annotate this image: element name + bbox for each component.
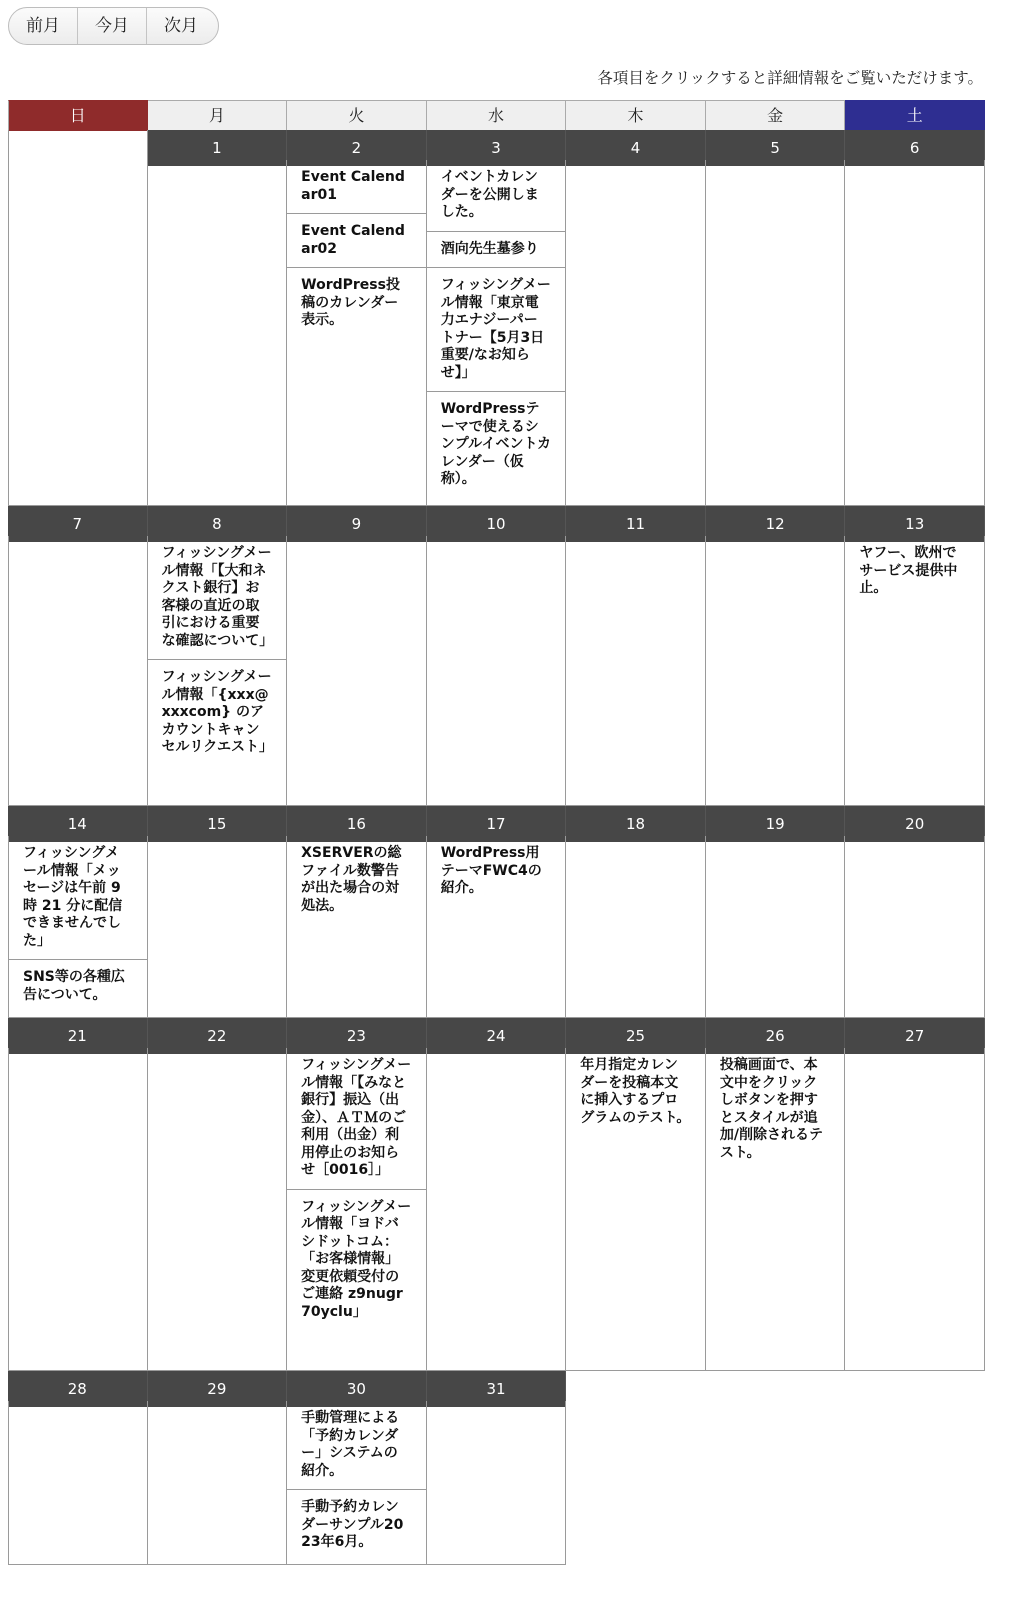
day-cell bbox=[845, 1048, 985, 1371]
day-cell bbox=[427, 1401, 567, 1565]
day-number: 1 bbox=[148, 130, 288, 166]
weekday-header bbox=[8, 100, 985, 130]
event-item[interactable]: フィッシングメール情報「{xxx@xxxcom} のアカウントキャンセルリクエスト」 bbox=[161, 669, 274, 755]
weekday-tue: 火 bbox=[287, 100, 427, 131]
day-cell bbox=[287, 1048, 427, 1371]
event-item[interactable]: 酒向先生墓参り bbox=[427, 232, 566, 269]
day-cell bbox=[8, 1401, 148, 1565]
week-5-day-numbers bbox=[8, 1371, 985, 1401]
event-item[interactable]: WordPress用テーマFWC4の紹介。 bbox=[440, 845, 542, 896]
weekday-wed: 水 bbox=[427, 100, 567, 131]
day-number: 19 bbox=[706, 806, 846, 842]
day-number: 6 bbox=[845, 130, 985, 166]
day-cell bbox=[148, 1048, 288, 1371]
day-cell bbox=[845, 1401, 985, 1565]
week-2-day-numbers bbox=[8, 506, 985, 536]
week-2-events bbox=[8, 536, 985, 806]
day-number: 16 bbox=[287, 806, 427, 842]
day-cell bbox=[845, 836, 985, 1018]
event-item[interactable]: イベントカレンダーを公開しました。 bbox=[427, 160, 566, 232]
day-number: 7 bbox=[8, 506, 148, 542]
day-number: 9 bbox=[287, 506, 427, 542]
day-cell bbox=[706, 1048, 846, 1371]
day-number: 2 bbox=[287, 130, 427, 166]
day-number: 3 bbox=[427, 130, 567, 166]
day-number: 20 bbox=[845, 806, 985, 842]
day-number: 18 bbox=[566, 806, 706, 842]
next-month-button[interactable]: 次月 bbox=[164, 16, 198, 36]
event-item[interactable]: XSERVERの総ファイル数警告が出た場合の対処法。 bbox=[301, 845, 402, 914]
day-cell bbox=[706, 536, 846, 806]
day-number: 31 bbox=[427, 1371, 567, 1407]
day-cell bbox=[427, 160, 567, 506]
event-item[interactable]: フィッシングメール情報「東京電力エナジーパートナー【5月3日重要/なお知らせ】」 bbox=[427, 268, 566, 392]
day-number: 24 bbox=[427, 1018, 567, 1054]
day-cell bbox=[8, 536, 148, 806]
day-number: 15 bbox=[148, 806, 288, 842]
event-item[interactable]: 手動予約カレンダーサンプル2023年6月。 bbox=[301, 1499, 404, 1550]
week-4-day-numbers bbox=[8, 1018, 985, 1048]
day-number: 5 bbox=[706, 130, 846, 166]
event-item[interactable]: フィッシングメール情報「【みなと銀行】振込（出金）、ＡＴＭのご利用（出金）利用停止のお知らせ［0016］」 bbox=[287, 1048, 426, 1190]
day-cell bbox=[287, 836, 427, 1018]
month-navigation bbox=[8, 7, 219, 45]
week-3-events bbox=[8, 836, 985, 1018]
day-number: 21 bbox=[8, 1018, 148, 1054]
day-cell bbox=[8, 160, 148, 506]
weekday-sat: 土 bbox=[845, 100, 985, 131]
event-item[interactable]: WordPress投稿のカレンダー表示。 bbox=[301, 277, 400, 328]
day-cell bbox=[566, 160, 706, 506]
event-item[interactable]: Event Calendar02 bbox=[287, 214, 426, 268]
day-cell bbox=[148, 1401, 288, 1565]
weekday-mon: 月 bbox=[148, 100, 288, 131]
event-item[interactable]: WordPressテーマで使えるシンプルイベントカレンダー（仮称）。 bbox=[440, 401, 552, 487]
week-3-day-numbers bbox=[8, 806, 985, 836]
week-4-events bbox=[8, 1048, 985, 1371]
prev-month-button[interactable]: 前月 bbox=[9, 8, 78, 44]
day-number: 27 bbox=[845, 1018, 985, 1054]
event-item[interactable]: Event Calendar01 bbox=[287, 160, 426, 214]
week-1-day-numbers bbox=[8, 130, 985, 160]
day-cell bbox=[148, 160, 288, 506]
day-cell bbox=[427, 1048, 567, 1371]
day-number: 28 bbox=[8, 1371, 148, 1407]
day-number: 13 bbox=[845, 506, 985, 542]
day-cell bbox=[427, 836, 567, 1018]
day-cell bbox=[8, 1048, 148, 1371]
event-item[interactable]: ヤフー、欧州でサービス提供中止。 bbox=[859, 545, 958, 596]
day-cell bbox=[566, 536, 706, 806]
event-item[interactable]: フィッシングメール情報「ヨドバシドットコム：「お客様情報」変更依頼受付のご連絡 z9nugr70yclu」 bbox=[301, 1198, 412, 1320]
day-cell bbox=[706, 836, 846, 1018]
event-calendar bbox=[8, 100, 985, 1565]
weekday-fri: 金 bbox=[706, 100, 846, 131]
weekday-sun: 日 bbox=[8, 100, 148, 131]
day-cell bbox=[148, 536, 288, 806]
day-number: 4 bbox=[566, 130, 706, 166]
day-cell bbox=[148, 836, 288, 1018]
day-cell bbox=[8, 836, 148, 1018]
day-cell bbox=[845, 160, 985, 506]
day-number: 11 bbox=[566, 506, 706, 542]
day-cell bbox=[287, 536, 427, 806]
day-number: 25 bbox=[566, 1018, 706, 1054]
day-cell bbox=[427, 536, 567, 806]
event-item[interactable]: 投稿画面で、本文中をクリックしボタンを押すとスタイルが追加/削除されるテスト。 bbox=[719, 1057, 823, 1161]
event-item[interactable]: 年月指定カレンダーを投稿本文に挿入するプログラムのテスト。 bbox=[580, 1057, 691, 1126]
weekday-thu: 木 bbox=[566, 100, 706, 131]
day-number: 17 bbox=[427, 806, 567, 842]
week-1-events bbox=[8, 160, 985, 506]
event-item[interactable]: フィッシングメール情報「メッセージは午前 9 時 21 分に配信できませんでした」 bbox=[9, 836, 147, 960]
day-number: 14 bbox=[8, 806, 148, 842]
day-cell bbox=[566, 836, 706, 1018]
day-number: 26 bbox=[706, 1018, 846, 1054]
day-number: 29 bbox=[148, 1371, 288, 1407]
day-number: 12 bbox=[706, 506, 846, 542]
week-5-events bbox=[8, 1401, 985, 1565]
current-month-button[interactable]: 今月 bbox=[78, 8, 147, 44]
day-number: 30 bbox=[287, 1371, 427, 1407]
day-cell bbox=[706, 1401, 846, 1565]
day-cell bbox=[287, 1401, 427, 1565]
day-cell bbox=[845, 536, 985, 806]
event-item[interactable]: フィッシングメール情報「【大和ネクスト銀行】お客様の直近の取引における重要な確認について」 bbox=[148, 536, 287, 660]
day-cell bbox=[566, 1401, 706, 1565]
instruction-note: 各項目をクリックすると詳細情報をご覧いただけます。 bbox=[597, 69, 983, 87]
day-number: 10 bbox=[427, 506, 567, 542]
day-cell bbox=[287, 160, 427, 506]
day-cell bbox=[706, 160, 846, 506]
day-number: 8 bbox=[148, 506, 288, 542]
day-number: 23 bbox=[287, 1018, 427, 1054]
day-number: 22 bbox=[148, 1018, 288, 1054]
event-item[interactable]: 手動管理による「予約カレンダー」システムの紹介。 bbox=[287, 1401, 426, 1490]
day-cell bbox=[566, 1048, 706, 1371]
event-item[interactable]: SNS等の各種広告について。 bbox=[23, 969, 125, 1003]
